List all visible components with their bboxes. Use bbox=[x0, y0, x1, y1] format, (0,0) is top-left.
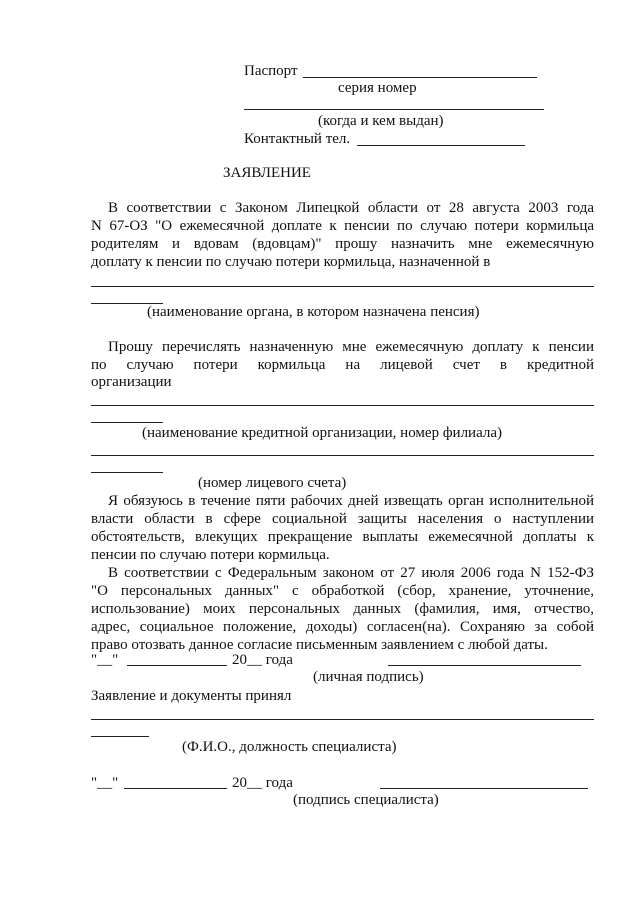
sign1-caption: (личная подпись) bbox=[313, 669, 424, 685]
para3-line4: пенсии по случаю потери кормильца. bbox=[91, 547, 330, 563]
sign1-day: "__" bbox=[91, 652, 119, 668]
contact-phone-label: Контактный тел. bbox=[244, 131, 351, 147]
specialist-input-line-cont[interactable] bbox=[91, 736, 149, 737]
sign1-signature-input-line[interactable] bbox=[388, 665, 581, 666]
para2-line3: организации bbox=[91, 374, 172, 390]
specialist-input-line[interactable] bbox=[91, 719, 594, 720]
para4-line4: адрес, социальное положение, доходы) согласен(на). Сохраняю за собой bbox=[91, 619, 594, 635]
para3-line2: власти области в сфере социальной защиты населения о наступлении bbox=[91, 511, 594, 527]
para1-line1: В соответствии с Законом Липецкой области от 28 августа 2003 года bbox=[108, 200, 594, 216]
para4-line1: В соответствии с Федеральным законом от 27 июля 2006 года N 152-ФЗ bbox=[108, 565, 595, 581]
passport-input-line[interactable] bbox=[303, 77, 537, 78]
contact-phone-input-line[interactable] bbox=[357, 145, 525, 146]
law-link-lipetsk[interactable]: Законом bbox=[234, 200, 288, 216]
sign1-month-input-line[interactable] bbox=[127, 665, 227, 666]
para1-line3: родителям и вдовам (вдовцам)" прошу назначить мне ежемесячную bbox=[91, 236, 594, 252]
series-number-label: серия номер bbox=[338, 80, 417, 96]
sign2-year: 20__ года bbox=[232, 775, 293, 791]
account-caption: (номер лицевого счета) bbox=[198, 475, 347, 491]
bank-caption: (наименование кредитной организации, номер филиала) bbox=[142, 425, 503, 441]
para4-line5: право отозвать данное согласие письменным заявлением с любой даты. bbox=[91, 637, 548, 653]
para1-line2: N 67-ОЗ "О ежемесячной доплате к пенсии по случаю потери кормильца bbox=[91, 218, 594, 234]
document-title: ЗАЯВЛЕНИЕ bbox=[223, 165, 311, 181]
passport-label: Паспорт bbox=[244, 63, 298, 79]
bank-input-line[interactable] bbox=[91, 405, 594, 406]
para2-line2: по случаю потери кормильца на лицевой счет в кредитной bbox=[91, 357, 594, 373]
para2-line1: Прошу перечислять назначенную мне ежемесячную доплату к пенсии bbox=[108, 339, 594, 355]
sign2-signature-input-line[interactable] bbox=[380, 788, 588, 789]
issued-by-input-line[interactable] bbox=[244, 109, 544, 110]
para4-line3: использование) моих персональных данных (фамилия, имя, отчество, bbox=[91, 601, 594, 617]
pension-organ-input-line[interactable] bbox=[91, 286, 594, 287]
bank-input-line-cont[interactable] bbox=[91, 422, 163, 423]
issued-by-caption: (когда и кем выдан) bbox=[318, 113, 444, 129]
accepted-label: Заявление и документы принял bbox=[91, 688, 292, 704]
para3-line3: обстоятельств, влекущих прекращение выплаты ежемесячной доплаты к bbox=[91, 529, 594, 545]
sign2-caption: (подпись специалиста) bbox=[293, 792, 439, 808]
para1-line4: доплату к пенсии по случаю потери кормильца, назначенной в bbox=[91, 254, 491, 270]
para4-line2: "О персональных данных" с обработкой (сбор, хранение, уточнение, bbox=[91, 583, 594, 599]
account-input-line[interactable] bbox=[91, 455, 594, 456]
account-input-line-cont[interactable] bbox=[91, 472, 163, 473]
pension-organ-caption: (наименование органа, в котором назначена пенсия) bbox=[147, 304, 480, 320]
sign2-month-input-line[interactable] bbox=[124, 788, 227, 789]
para3-line1: Я обязуюсь в течение пяти рабочих дней извещать орган исполнительной bbox=[108, 493, 594, 509]
law-link-federal[interactable]: законом bbox=[322, 565, 375, 581]
specialist-caption: (Ф.И.О., должность специалиста) bbox=[182, 739, 397, 755]
sign1-year: 20__ года bbox=[232, 652, 293, 668]
sign2-day: "__" bbox=[91, 775, 119, 791]
